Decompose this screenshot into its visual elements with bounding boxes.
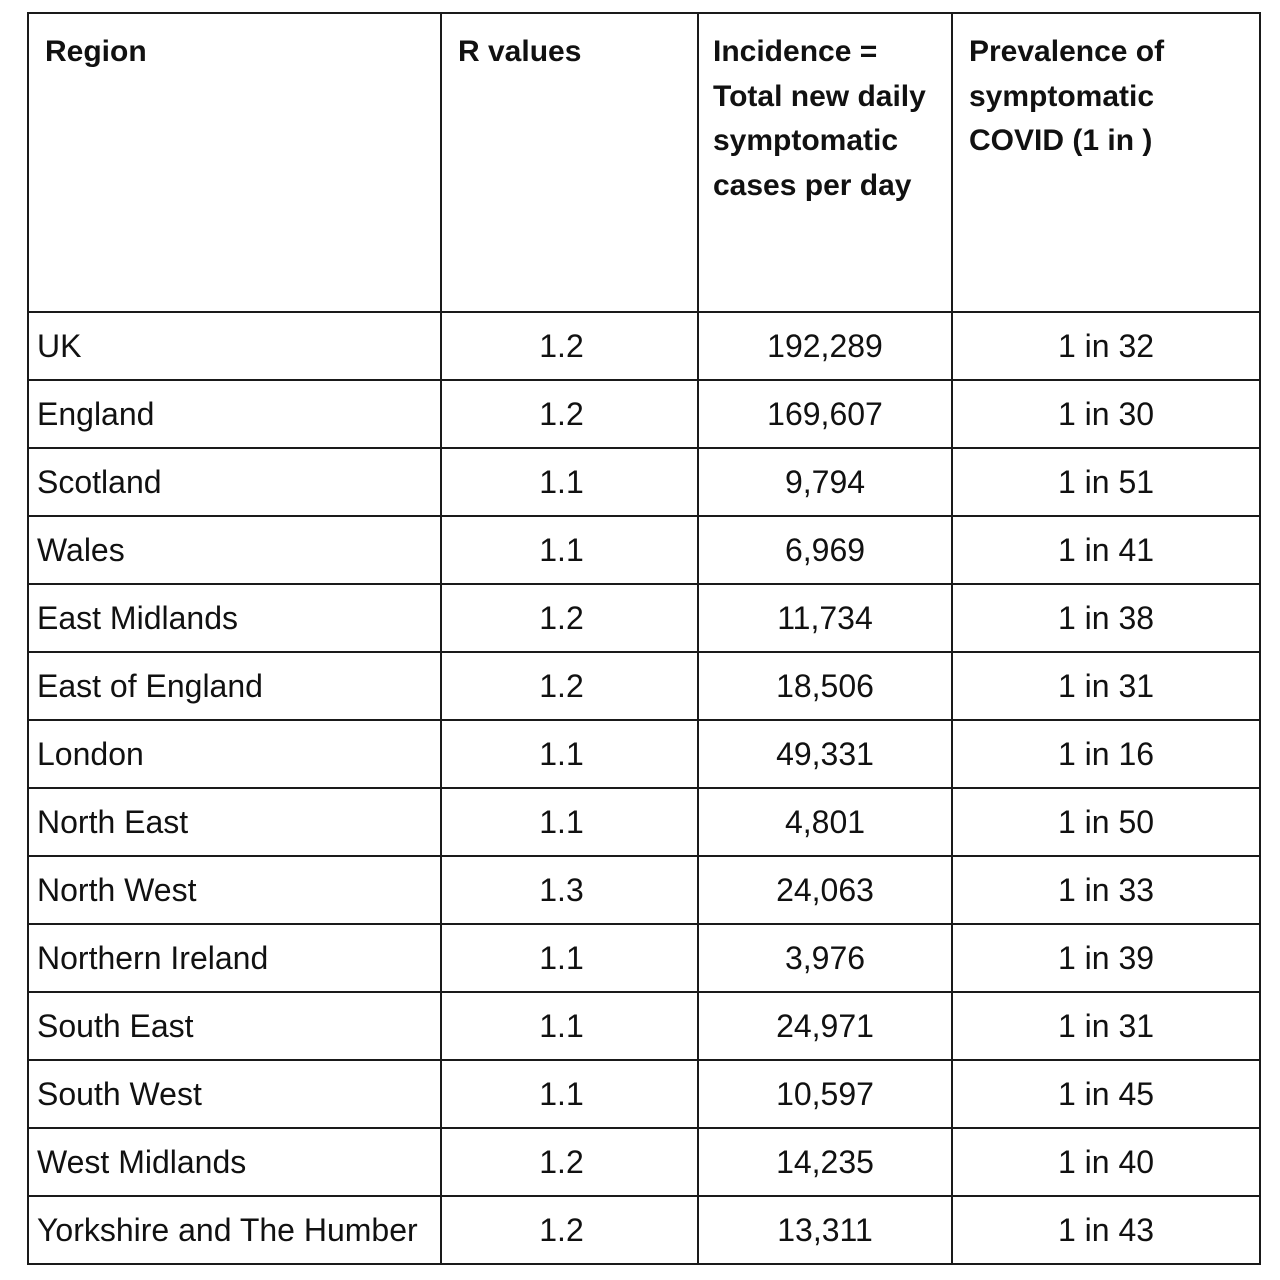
cell-r-value: 1.3 [441, 856, 698, 924]
cell-prevalence: 1 in 45 [952, 1060, 1260, 1128]
cell-r-value: 1.2 [441, 380, 698, 448]
cell-r-value: 1.2 [441, 1196, 698, 1264]
header-incidence: Incidence = Total new daily symptomatic cases per day [698, 13, 952, 312]
table-row [28, 856, 1260, 924]
table-body [28, 312, 1260, 1264]
cell-r-value: 1.2 [441, 1128, 698, 1196]
table-row [28, 516, 1260, 584]
cell-r-value: 1.1 [441, 992, 698, 1060]
cell-r-value: 1.1 [441, 720, 698, 788]
cell-incidence: 4,801 [698, 788, 952, 856]
cell-prevalence: 1 in 41 [952, 516, 1260, 584]
cell-incidence: 3,976 [698, 924, 952, 992]
cell-incidence: 14,235 [698, 1128, 952, 1196]
table-row [28, 720, 1260, 788]
cell-r-value: 1.1 [441, 924, 698, 992]
cell-incidence: 169,607 [698, 380, 952, 448]
cell-prevalence: 1 in 16 [952, 720, 1260, 788]
cell-incidence: 11,734 [698, 584, 952, 652]
cell-incidence: 18,506 [698, 652, 952, 720]
cell-prevalence: 1 in 40 [952, 1128, 1260, 1196]
cell-region: North West [28, 856, 441, 924]
header-row [28, 13, 1260, 312]
cell-region: West Midlands [28, 1128, 441, 1196]
cell-r-value: 1.2 [441, 312, 698, 380]
cell-region: Yorkshire and The Humber [28, 1196, 441, 1264]
cell-incidence: 49,331 [698, 720, 952, 788]
table-row [28, 1060, 1260, 1128]
header-r-values: R values [441, 13, 698, 312]
cell-region: Northern Ireland [28, 924, 441, 992]
table-row [28, 584, 1260, 652]
table-row [28, 924, 1260, 992]
cell-r-value: 1.2 [441, 584, 698, 652]
table-row [28, 380, 1260, 448]
table-row [28, 1128, 1260, 1196]
table-header [28, 13, 1260, 312]
cell-incidence: 6,969 [698, 516, 952, 584]
cell-region: South East [28, 992, 441, 1060]
cell-region: England [28, 380, 441, 448]
cell-incidence: 24,063 [698, 856, 952, 924]
cell-prevalence: 1 in 51 [952, 448, 1260, 516]
cell-prevalence: 1 in 39 [952, 924, 1260, 992]
table-row [28, 312, 1260, 380]
covid-regional-table [27, 12, 1261, 1265]
cell-incidence: 24,971 [698, 992, 952, 1060]
cell-region: East Midlands [28, 584, 441, 652]
table-row [28, 448, 1260, 516]
header-region: Region [28, 13, 441, 312]
table-row [28, 992, 1260, 1060]
cell-prevalence: 1 in 31 [952, 652, 1260, 720]
cell-prevalence: 1 in 31 [952, 992, 1260, 1060]
cell-incidence: 10,597 [698, 1060, 952, 1128]
header-prevalence: Prevalence of symptomatic COVID (1 in ) [952, 13, 1260, 312]
cell-incidence: 192,289 [698, 312, 952, 380]
cell-region: Wales [28, 516, 441, 584]
cell-region: North East [28, 788, 441, 856]
cell-incidence: 13,311 [698, 1196, 952, 1264]
table-row [28, 652, 1260, 720]
cell-prevalence: 1 in 32 [952, 312, 1260, 380]
cell-prevalence: 1 in 33 [952, 856, 1260, 924]
cell-prevalence: 1 in 50 [952, 788, 1260, 856]
cell-r-value: 1.1 [441, 1060, 698, 1128]
cell-region: UK [28, 312, 441, 380]
cell-r-value: 1.1 [441, 516, 698, 584]
table-row [28, 1196, 1260, 1264]
table-row [28, 788, 1260, 856]
cell-region: South West [28, 1060, 441, 1128]
cell-region: Scotland [28, 448, 441, 516]
cell-incidence: 9,794 [698, 448, 952, 516]
cell-prevalence: 1 in 43 [952, 1196, 1260, 1264]
cell-region: East of England [28, 652, 441, 720]
cell-prevalence: 1 in 38 [952, 584, 1260, 652]
cell-prevalence: 1 in 30 [952, 380, 1260, 448]
cell-r-value: 1.1 [441, 448, 698, 516]
cell-r-value: 1.2 [441, 652, 698, 720]
cell-r-value: 1.1 [441, 788, 698, 856]
cell-region: London [28, 720, 441, 788]
